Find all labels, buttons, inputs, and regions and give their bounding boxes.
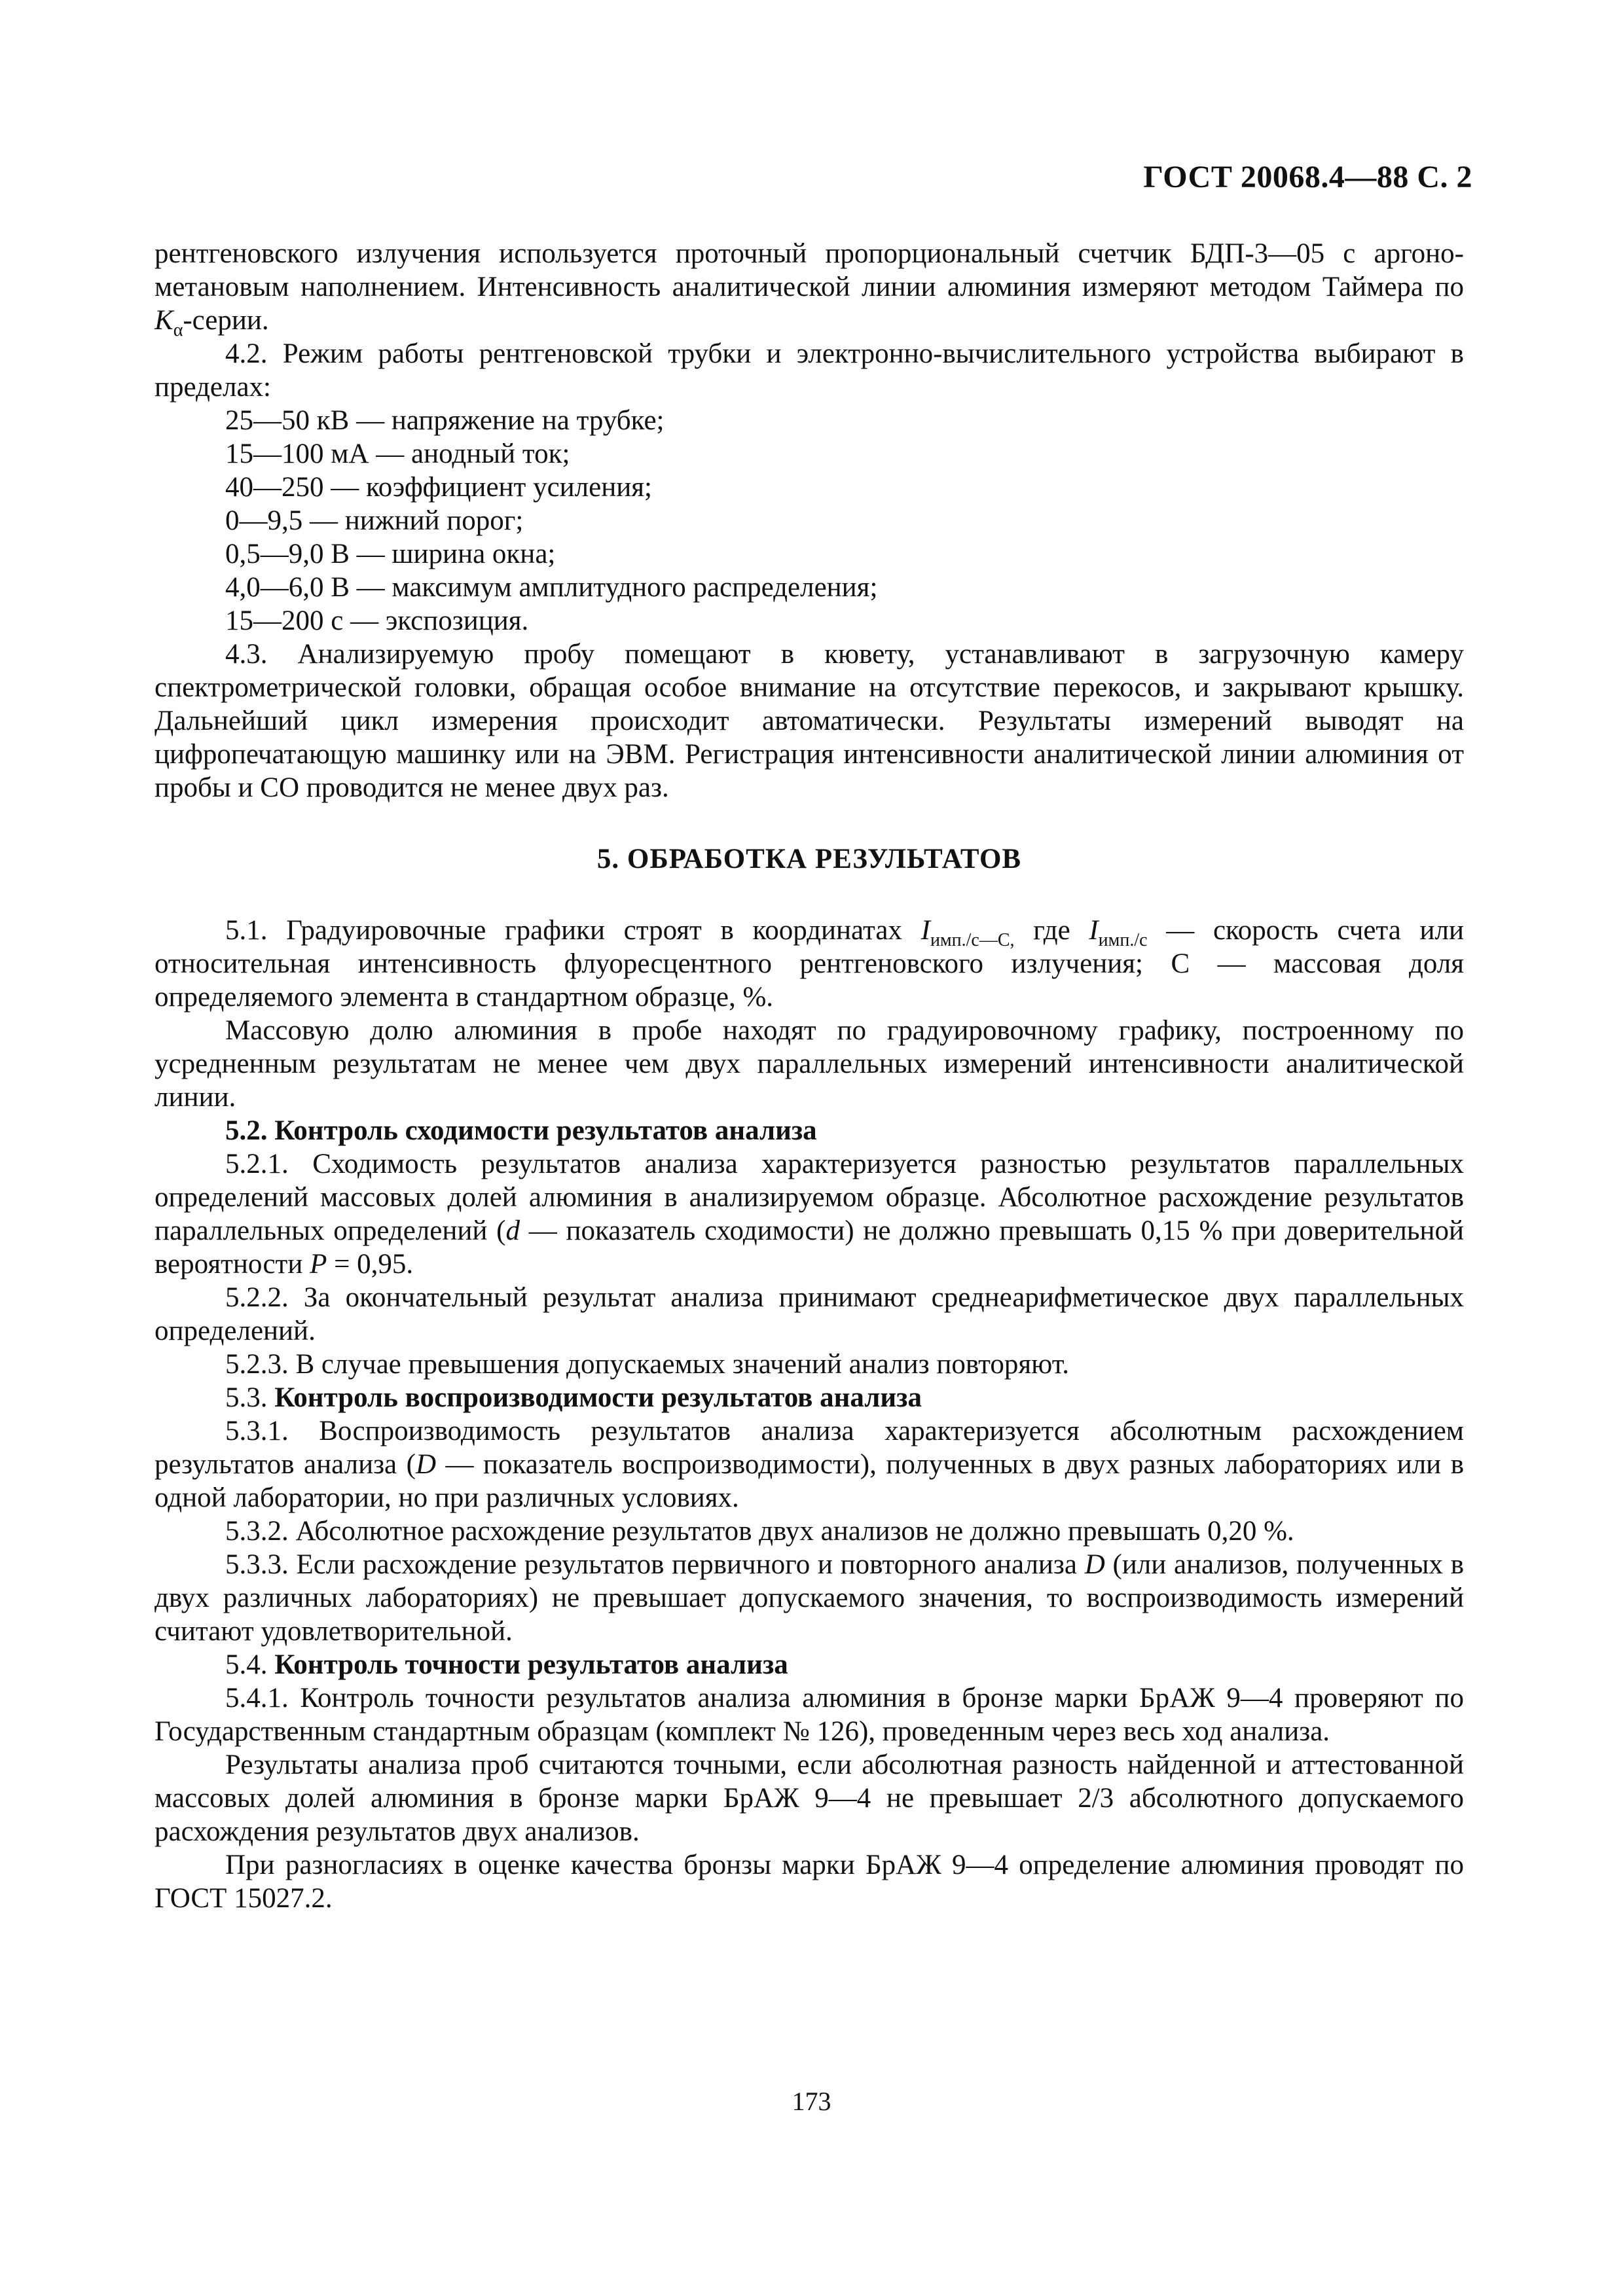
p533-b: (или анализов, полученных в двух различных лабораториях) не превышает допускаемого значения, то воспроизводимость измерений считают удовлетворительной. bbox=[155, 1549, 1465, 1647]
heading-5-2 bbox=[155, 1114, 1464, 1147]
paragraph-4-2: 4.2. Режим работы рентгеновской трубки и электронно-вычислительного устройства выбирают в пределах: bbox=[155, 338, 1464, 403]
d-symbol: d bbox=[505, 1215, 520, 1246]
p51-end: — скорость счета или относительная интенсивность флуоресцентного рентгеновского излучения; С — массовая доля определяемого элемента в стандартном образце, %. bbox=[155, 915, 1464, 1013]
intensity-symbol-2: I bbox=[1089, 915, 1099, 946]
paragraph-5-1 bbox=[155, 914, 1464, 1014]
list-item: 15—200 с — экспозиция. bbox=[225, 605, 529, 636]
paragraph-5-2-3: 5.2.3. В случае превышения допускаемых значений анализ повторяют. bbox=[225, 1349, 1070, 1380]
p531-b: — показатель воспроизводимости), полученных в двух разных лабораториях или в одной лаборатории, но при различных условиях. bbox=[155, 1449, 1464, 1513]
intensity-subscript-2: имп./с bbox=[1098, 930, 1148, 950]
list-item: 15—100 мА — анодный ток; bbox=[225, 439, 570, 469]
paragraph-4-3: 4.3. Анализируемую пробу помещают в кювету, устанавливают в загрузочную камеру спектрометрической головки, обращая особое внимание на отсутствие перекосов, и закрывают крышку. Дальнейший цикл измерения происходит автоматически. Результаты измерений выводят на цифропечатающую машинку или на ЭВМ. Регистрация интенсивности аналитической линии алюминия от пробы и СО проводится не менее двух раз. bbox=[155, 639, 1464, 803]
paragraph-5-4-1-b: Результаты анализа проб считаются точными, если абсолютная разность найденной и аттестованной массовых долей алюминия в бронзе марки БрАЖ 9—4 не превышает 2/3 абсолютного допускаемого расхождения результатов двух анализов. bbox=[155, 1749, 1464, 1847]
list-item: 40—250 — коэффициент усиления; bbox=[225, 472, 652, 503]
p51-mid: где bbox=[1014, 915, 1089, 946]
paragraph-5-4-1: 5.4.1. Контроль точности результатов анализа алюминия в бронзе марки БрАЖ 9—4 проверяют по Государственным стандартным образцам (комплект № 126), проведенным через весь ход анализа. bbox=[155, 1683, 1464, 1747]
mode-parameter-list bbox=[155, 404, 1464, 637]
section-title: 5. ОБРАБОТКА РЕЗУЛЬТАТОВ bbox=[596, 844, 1022, 874]
intensity-subscript: имп./с—С, bbox=[930, 930, 1015, 950]
list-item: 0,5—9,0 В — ширина окна; bbox=[225, 539, 556, 569]
paragraph-5-1-b: Массовую долю алюминия в пробе находят по градуировочному графику, построенному по усредненным результатам не менее чем двух параллельных измерений интенсивности аналитической линии. bbox=[155, 1015, 1464, 1113]
heading-5-4 bbox=[155, 1648, 1464, 1681]
list-item: 4,0—6,0 В — максимум амплитудного распределения; bbox=[225, 572, 878, 603]
p521-b: — показатель сходимости) не должно превышать 0,15 % при доверительной вероятности bbox=[155, 1215, 1464, 1280]
p521-c: = 0,95. bbox=[327, 1249, 414, 1280]
k-subscript: α bbox=[173, 320, 183, 340]
paragraph-5-2-2: 5.2.2. За окончательный результат анализа принимают среднеарифметическое двух параллельных определений. bbox=[155, 1282, 1464, 1346]
intro-paragraph bbox=[155, 237, 1464, 340]
heading-5-3-number: 5.3. bbox=[225, 1382, 275, 1413]
paragraph-5-2-1 bbox=[155, 1147, 1464, 1281]
gost-header: ГОСТ 20068.4—88 С. 2 bbox=[1143, 160, 1472, 194]
heading-5-4-number: 5.4. bbox=[225, 1649, 275, 1680]
p51-start: 5.1. Градуировочные графики строят в координатах bbox=[225, 915, 921, 946]
heading-5-4-text: Контроль точности результатов анализа bbox=[274, 1649, 788, 1680]
heading-5-2-text: 5.2. Контроль сходимости результатов анализа bbox=[225, 1115, 817, 1146]
k-symbol: K bbox=[155, 305, 173, 336]
d-upper-symbol-2: D bbox=[1084, 1549, 1105, 1580]
intensity-symbol: I bbox=[921, 915, 930, 946]
list-item: 0—9,5 — нижний порог; bbox=[225, 505, 524, 536]
paragraph-5-3-3 bbox=[155, 1548, 1464, 1648]
page-number: 173 bbox=[792, 2087, 831, 2116]
paragraph-5-3-2: 5.3.2. Абсолютное расхождение результатов двух анализов не должно превышать 0,20 %. bbox=[225, 1516, 1294, 1547]
p-symbol: P bbox=[310, 1249, 327, 1280]
p531-a: 5.3.1. Воспроизводимость результатов анализа характеризуется абсолютным расхождением результатов анализа ( bbox=[155, 1416, 1464, 1480]
intro-text: рентгеновского излучения используется проточный пропорциональный счетчик БДП-3—05 с аргоно-метановым наполнением. Интенсивность аналитической линии алюминия измеряют методом Таймера по bbox=[155, 238, 1464, 302]
paragraph-5-3-1 bbox=[155, 1414, 1464, 1515]
d-upper-symbol: D bbox=[415, 1449, 437, 1480]
document-body bbox=[155, 237, 1464, 1915]
heading-5-3 bbox=[155, 1381, 1464, 1414]
paragraph-5-4-1-c: При разногласиях в оценке качества бронзы марки БрАЖ 9—4 определение алюминия проводят по ГОСТ 15027.2. bbox=[155, 1850, 1464, 1914]
p521-a: 5.2.1. Сходимость результатов анализа характеризуется разностью результатов параллельных определений массовых долей алюминия в анализируемом образце. Абсолютное расхождение результатов параллельных определений ( bbox=[155, 1149, 1464, 1246]
list-item: 25—50 кВ — напряжение на трубке; bbox=[225, 405, 665, 436]
p533-a: 5.3.3. Если расхождение результатов первичного и повторного анализа bbox=[225, 1549, 1085, 1580]
heading-5-3-text: Контроль воспроизводимости результатов анализа bbox=[274, 1382, 922, 1413]
intro-text-end: -серии. bbox=[183, 305, 269, 336]
